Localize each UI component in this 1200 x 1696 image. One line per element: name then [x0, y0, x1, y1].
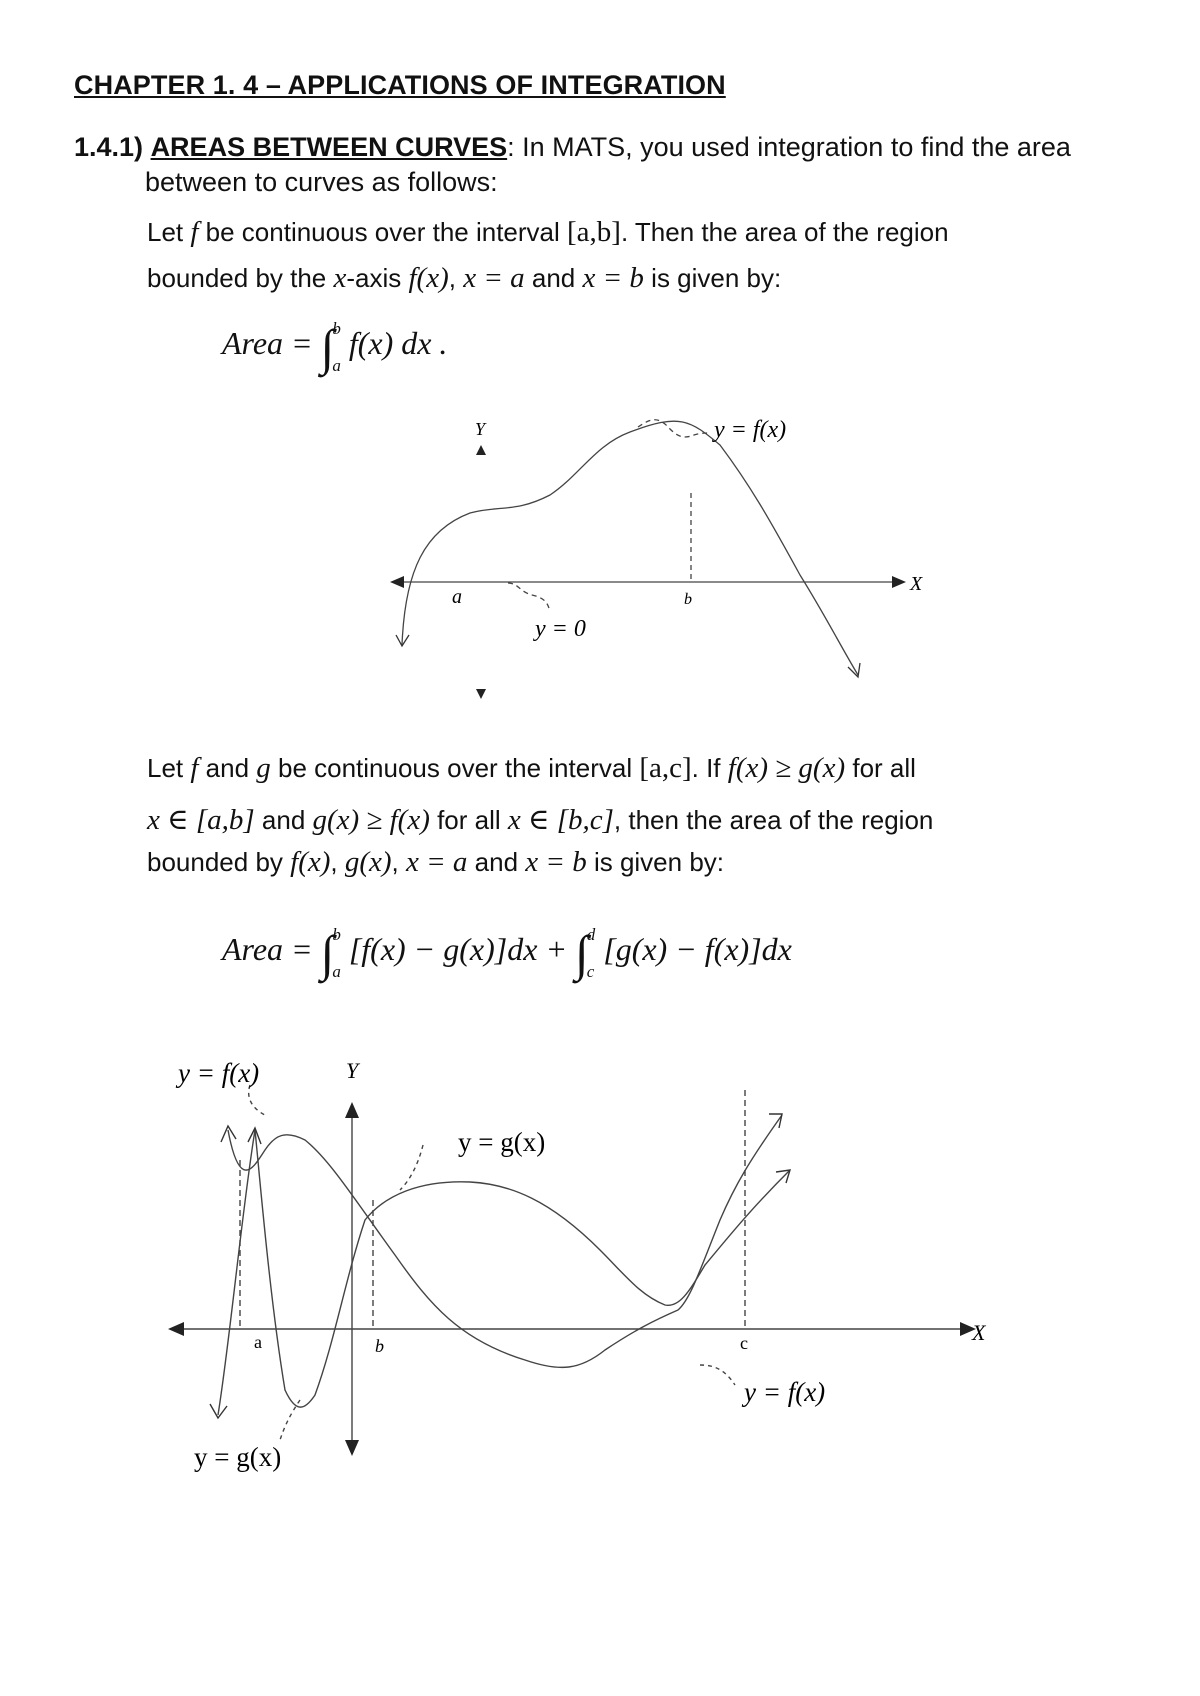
math-g: g	[256, 752, 271, 784]
x-axis-label: X	[972, 1320, 986, 1345]
math-g-ge-f: g(x) ≥ f(x)	[312, 804, 430, 836]
curve-label-gx-bottom: y = g(x)	[194, 1442, 282, 1472]
figure-area-between-curves	[160, 1020, 1000, 1490]
para2-line2	[147, 802, 933, 837]
curve-label-fx-bottom: y = f(x)	[744, 1377, 826, 1407]
tick-label-c: c	[740, 1333, 748, 1353]
para2-text: Let	[147, 753, 191, 783]
integral1-upper-limit: b	[332, 924, 341, 944]
math-f-ge-g: f(x) ≥ g(x)	[727, 752, 846, 784]
para2-text: , then the area of the region	[613, 805, 934, 835]
formula-integrand-1: [f(x) − g(x)]dx +	[348, 931, 576, 967]
integral2-lower-limit: c	[586, 961, 595, 981]
math-x-in-ab: x ∈ [a,b]	[147, 804, 255, 836]
para1-text: be continuous over the interval	[198, 217, 567, 247]
x-axis-left-arrow	[390, 576, 404, 588]
formula-lhs: Area =	[222, 931, 321, 967]
curve-label-fx-top: y = f(x)	[178, 1058, 260, 1088]
x-axis-left-arrow	[168, 1322, 184, 1336]
g-curve	[218, 1130, 790, 1415]
section-number: 1.4.1)	[74, 132, 144, 162]
x-axis-label: X	[910, 573, 923, 595]
math-fx: f(x)	[290, 846, 331, 878]
para2-text: be continuous over the interval	[270, 753, 640, 783]
integral-upper-limit: b	[332, 318, 341, 338]
para1-text: and	[524, 263, 583, 293]
section-intro-continued: between to curves as follows:	[145, 167, 498, 197]
formula-lhs: Area =	[222, 325, 321, 361]
para2-text: for all	[429, 805, 508, 835]
integral-lower-limit: a	[332, 355, 341, 375]
para1-text: is given by:	[643, 263, 782, 293]
x-axis-right-arrow	[892, 576, 906, 588]
formula-area-between: Area = ∫ b a [f(x) − g(x)]dx + ∫ d c [g(x) − f(x)]dx	[222, 924, 792, 981]
para1-line2	[147, 262, 781, 295]
curve-label-gx-top: y = g(x)	[458, 1127, 546, 1157]
gx-top-leader	[400, 1145, 423, 1190]
section-heading: AREAS BETWEEN CURVES	[150, 132, 508, 162]
tick-label-a: a	[254, 1332, 262, 1352]
para2-text: and	[254, 805, 313, 835]
para2-text: is given by:	[586, 847, 725, 877]
para1-text: . Then the area of the region	[620, 217, 949, 247]
tick-label-a: a	[452, 586, 462, 608]
math-f: f	[190, 752, 199, 784]
label-y-eq-0: y = 0	[535, 616, 586, 642]
fx-bottom-leader	[700, 1365, 735, 1385]
math-interval-ac: [a,c]	[639, 752, 692, 784]
section-intro: : In MATS, you used integration to find the area	[507, 132, 1071, 162]
y-axis-label: Y	[346, 1058, 359, 1083]
y-axis-top-arrow	[476, 445, 486, 455]
curve-label-fx: y = f(x)	[714, 417, 787, 443]
fx-top-leader	[249, 1085, 265, 1115]
f-curve-right-arrow	[848, 663, 860, 677]
integral1-lower-limit: a	[332, 961, 341, 981]
y-axis-bottom-arrow	[345, 1440, 359, 1456]
y-axis-bottom-arrow	[476, 689, 486, 699]
para2-text: ,	[391, 847, 406, 877]
para1-text: ,	[448, 263, 464, 293]
math-interval: [a,b]	[567, 216, 621, 248]
chapter-title: CHAPTER 1. 4 – APPLICATIONS OF INTEGRATION	[74, 70, 726, 100]
para2-text: . If	[691, 753, 728, 783]
formula-integrand-2: [g(x) − f(x)]dx	[603, 931, 792, 967]
para2-line1	[147, 752, 916, 785]
y-axis-top-arrow	[345, 1102, 359, 1118]
tick-label-b: b	[684, 591, 692, 608]
math-x-eq-a: x = a	[405, 846, 468, 878]
math-x-in-bc: x ∈ [b,c]	[507, 804, 614, 836]
math-x-eq-b: x = b	[525, 846, 587, 878]
f-curve-right-arrow	[769, 1114, 782, 1128]
math-x-eq-a: x = a	[463, 262, 525, 294]
y0-leader	[508, 583, 550, 612]
para2-text: ,	[330, 847, 345, 877]
para2-text: for all	[845, 753, 916, 783]
math-f: f	[190, 216, 199, 248]
para2-line3	[147, 846, 724, 879]
para2-text: and	[467, 847, 526, 877]
formula-area-single: Area = ∫ b a f(x) dx .	[222, 318, 448, 375]
para1-text: -axis	[346, 263, 409, 293]
math-x: x	[333, 262, 347, 294]
para1-text: Let	[147, 217, 191, 247]
math-gx: g(x)	[344, 846, 392, 878]
para1-text: bounded by the	[147, 263, 334, 293]
math-fx: f(x)	[408, 262, 449, 294]
para1-line1	[147, 216, 949, 249]
figure-area-under-curve	[380, 405, 940, 710]
formula-integrand: f(x) dx .	[348, 325, 448, 361]
para2-text: bounded by	[147, 847, 291, 877]
integral2-upper-limit: d	[586, 924, 596, 944]
y-axis-label: Y	[475, 419, 486, 439]
math-x-eq-b: x = b	[582, 262, 644, 294]
f-curve	[402, 421, 858, 675]
para2-text: and	[198, 753, 257, 783]
section-heading-line	[74, 132, 1071, 163]
tick-label-b: b	[375, 1336, 384, 1356]
